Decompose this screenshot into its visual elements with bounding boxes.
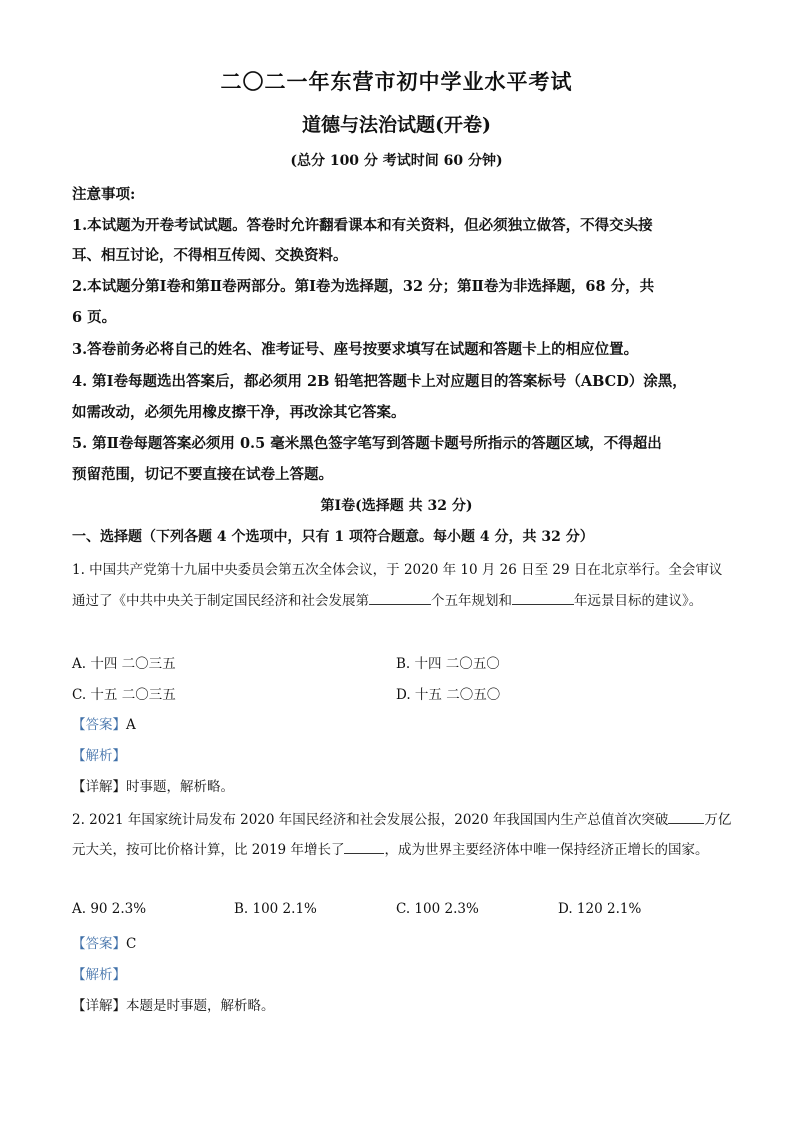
notice-line: 如需改动，必须先用橡皮擦干净，再改涂其它答案。	[72, 404, 406, 421]
stem-text: ，成为世界主要经济体中唯一保持经济正增长的国家。	[384, 842, 709, 858]
stem-text: 元大关，按可比价格计算，比 2019 年增长了	[72, 842, 345, 858]
exam-title: 二〇二一年东营市初中学业水平考试	[220, 69, 573, 94]
detail-text: 时事题，解析略。	[126, 779, 234, 795]
option-a: A. 十四 二〇三五	[72, 656, 176, 672]
section-instruction: 一、选择题（下列各题 4 个选项中，只有 1 项符合题意。每小题 4 分，共 32 分）	[72, 529, 594, 545]
answer-value: A	[126, 717, 136, 733]
answer-row	[72, 713, 136, 733]
detail-label: 【详解】	[72, 998, 126, 1014]
question-1-stem-cont	[72, 589, 702, 609]
part-title: 第Ⅰ卷(选择题 共 32 分)	[320, 498, 473, 514]
question-2-stem-cont	[72, 838, 708, 858]
stem-text: 2. 2021 年国家统计局发布 2020 年国民经济和社会发展公报，2020 年我国国内生产总值首次突破	[72, 812, 669, 828]
notice-line: 4. 第Ⅰ卷每题选出答案后，都必须用 2B 铅笔把答题卡上对应题目的答案标号（ABCD）涂黑，	[72, 373, 687, 390]
detail-row	[72, 775, 234, 795]
stem-text: 年远景目标的建议》。	[574, 593, 703, 609]
notice-line: 6 页。	[72, 309, 117, 326]
notice-line: 3.答卷前务必将自己的姓名、准考证号、座号按要求填写在试题和答题卡上的相应位置。	[72, 341, 639, 358]
option-c: C. 100 2.3%	[396, 901, 479, 917]
answer-value: C	[126, 936, 137, 952]
notice-line: 2.本试题分第Ⅰ卷和第Ⅱ卷两部分。第Ⅰ卷为选择题，32 分；第Ⅱ卷为非选择题，68 分，共	[72, 278, 655, 295]
notice-line: 5. 第Ⅱ卷每题答案必须用 0.5 毫米黑色签字笔写到答题卡题号所指示的答题区域，不得超出	[72, 435, 662, 452]
answer-label: 【答案】	[72, 717, 126, 733]
stem-text: 万亿	[704, 812, 732, 828]
option-d: D. 十五 二〇五〇	[396, 687, 501, 703]
option-b: B. 100 2.1%	[234, 901, 317, 917]
detail-label: 【详解】	[72, 779, 126, 795]
question-1-stem: 1. 中国共产党第十九届中央委员会第五次全体会议，于 2020 年 10 月 26 日至 29 日在北京举行。全会审议	[72, 562, 723, 578]
notice-line: 预留范围，切记不要直接在试卷上答题。	[72, 466, 333, 483]
answer-label: 【答案】	[72, 936, 126, 952]
answer-blank	[369, 592, 431, 605]
exam-subtitle: 道德与法治试题(开卷)	[302, 114, 491, 136]
option-c: C. 十五 二〇三五	[72, 687, 176, 703]
answer-blank	[512, 592, 574, 605]
detail-row	[72, 994, 275, 1014]
answer-row	[72, 932, 136, 952]
answer-blank	[668, 811, 704, 824]
exam-meta: (总分 100 分 考试时间 60 分钟)	[290, 153, 503, 169]
notice-line: 耳、相互讨论，不得相互传阅、交换资料。	[72, 247, 348, 264]
notice-heading: 注意事项:	[72, 186, 136, 203]
stem-text: 个五年规划和	[431, 593, 512, 609]
stem-text: 通过了《中共中央关于制定国民经济和社会发展第	[72, 593, 369, 609]
analysis-label: 【解析】	[72, 748, 126, 764]
answer-blank	[344, 841, 384, 854]
option-a: A. 90 2.3%	[72, 901, 147, 917]
detail-text: 本题是时事题，解析略。	[126, 998, 275, 1014]
question-2-stem	[72, 808, 731, 828]
option-d: D. 120 2.1%	[558, 901, 642, 917]
analysis-label: 【解析】	[72, 967, 126, 983]
option-b: B. 十四 二〇五〇	[396, 656, 500, 672]
notice-line: 1.本试题为开卷考试试题。答卷时允许翻看课本和有关资料，但必须独立做答，不得交头接	[72, 217, 653, 234]
